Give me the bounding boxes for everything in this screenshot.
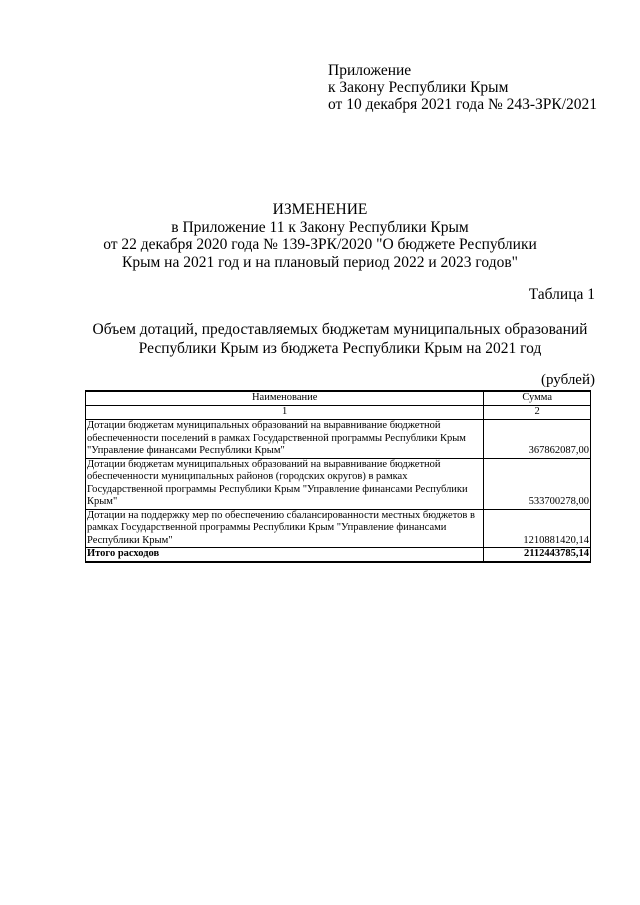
document-heading (60, 201, 580, 271)
table-row (86, 420, 591, 459)
table-title-line-2: Республики Крым из бюджета Республики Крым на 2021 год (138, 340, 542, 357)
budget-table (85, 390, 591, 563)
table-number: Таблица 1 (528, 286, 595, 303)
table-row (86, 458, 591, 509)
row-sum: 367862087,00 (484, 420, 591, 459)
units-label: (рублей) (540, 372, 595, 388)
heading-line-1: в Приложение 11 к Закону Республики Крым (171, 218, 469, 236)
header-sum: Сумма (484, 391, 591, 406)
row-name: Дотации бюджетам муниципальных образований на выравнивание бюджетной обеспеченности поселений в рамках Государственной программы Республики Крым "Управление финансами Республики Крым" (86, 420, 484, 459)
total-row (86, 548, 591, 562)
table-row (86, 509, 591, 548)
appendix-line-3: от 10 декабря 2021 года № 243-ЗРК/2021 (328, 96, 598, 113)
row-name: Дотации бюджетам муниципальных образований на выравнивание бюджетной обеспеченности муниципальных районов (городских округов) в рамках Государственной программы Республики Крым "Управление финансами Республики Крым" (86, 458, 484, 509)
heading-line-2: от 22 декабря 2020 года № 139-ЗРК/2020 "О бюджете Республики (103, 236, 537, 253)
heading-title: ИЗМЕНЕНИЕ (272, 201, 368, 218)
total-name: Итого расходов (86, 548, 484, 562)
header-name: Наименование (86, 391, 484, 406)
table-header-row (86, 391, 591, 406)
row-sum: 1210881420,14 (484, 509, 591, 548)
column-number-2: 2 (484, 406, 591, 420)
column-number-1: 1 (86, 406, 484, 420)
appendix-line-2: к Закону Республики Крым (328, 79, 509, 96)
column-number-row (86, 406, 591, 420)
heading-line-3: Крым на 2021 год и на плановый период 2022 и 2023 годов" (122, 253, 518, 271)
appendix-header (328, 62, 597, 113)
appendix-line-1: Приложение (328, 62, 412, 79)
table-title (40, 320, 640, 358)
row-sum: 533700278,00 (484, 458, 591, 509)
row-name: Дотации на поддержку мер по обеспечению сбалансированности местных бюджетов в рамках Государственной программы Республики Крым "Управление финансами Республики Крым" (86, 509, 484, 548)
table-title-line-1: Объем дотаций, предоставляемых бюджетам муниципальных образований (92, 321, 588, 338)
total-sum: 2112443785,14 (484, 548, 591, 562)
